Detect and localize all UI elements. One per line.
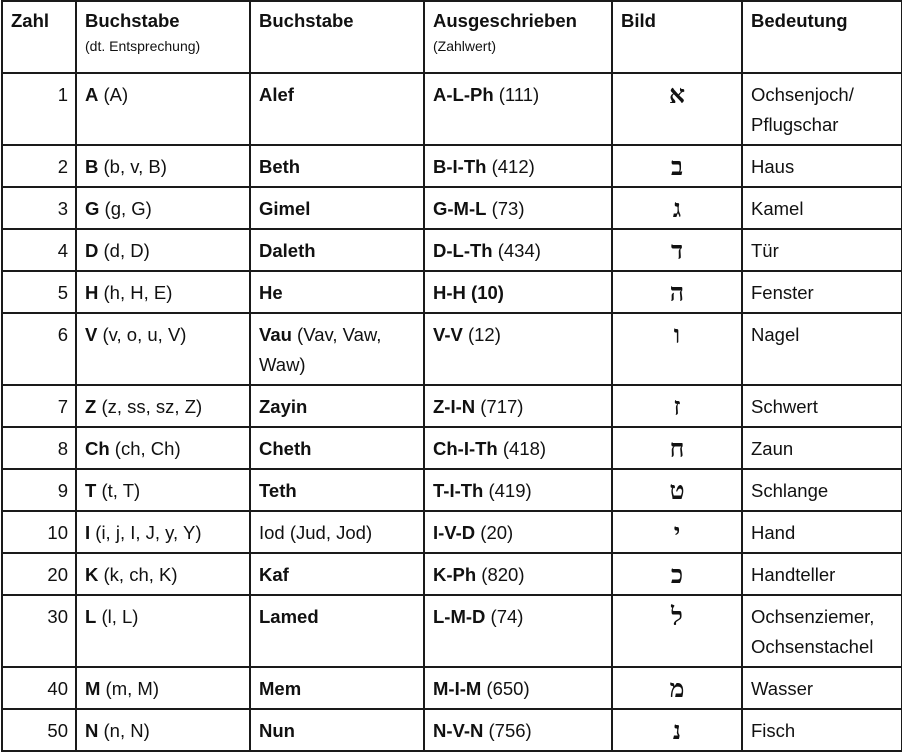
zahl-value: 1 <box>57 84 68 105</box>
hebrew-glyph: ל <box>671 602 683 631</box>
letter-latin: L <box>85 606 97 627</box>
zahl-value: 50 <box>47 720 68 741</box>
cell-ausgeschrieben <box>424 427 612 469</box>
cell-buchstabe-equiv <box>76 709 250 751</box>
cell-bild <box>612 271 742 313</box>
table-row <box>2 385 902 427</box>
cell-buchstabe-equiv <box>76 469 250 511</box>
letter-name: Daleth <box>259 240 316 261</box>
cell-buchstabe-name <box>250 73 424 145</box>
letter-equivalents: (m, M) <box>100 678 159 699</box>
hebrew-glyph: ג <box>672 194 682 223</box>
cell-ausgeschrieben <box>424 469 612 511</box>
header-title: Zahl <box>11 10 50 31</box>
cell-bild <box>612 427 742 469</box>
cell-zahl <box>2 595 76 667</box>
cell-bedeutung <box>742 427 902 469</box>
cell-bild <box>612 469 742 511</box>
letter-name: Iod (Jud, Jod) <box>259 522 373 543</box>
zahl-value: 3 <box>57 198 68 219</box>
cell-buchstabe-equiv <box>76 427 250 469</box>
table-row <box>2 313 902 385</box>
numeric-value: (111) <box>493 84 540 105</box>
letter-latin: A <box>85 84 99 105</box>
header-title: Bild <box>621 10 656 31</box>
hebrew-glyph: ה <box>669 278 685 307</box>
meaning-text: Kamel <box>751 198 804 219</box>
spelled-out: I-V-D <box>433 522 476 543</box>
cell-buchstabe-equiv <box>76 553 250 595</box>
letter-name: Teth <box>259 480 297 501</box>
table-row <box>2 667 902 709</box>
zahl-value: 10 <box>47 522 68 543</box>
cell-buchstabe-equiv <box>76 187 250 229</box>
letter-latin: D <box>85 240 99 261</box>
table-row <box>2 73 902 145</box>
letter-latin: M <box>85 678 101 699</box>
cell-zahl <box>2 73 76 145</box>
letter-latin: G <box>85 198 100 219</box>
hebrew-glyph: נ <box>672 716 682 745</box>
cell-bedeutung <box>742 709 902 751</box>
numeric-value: (820) <box>476 564 525 585</box>
cell-bild <box>612 313 742 385</box>
numeric-value: (434) <box>492 240 541 261</box>
cell-bild <box>612 145 742 187</box>
spelled-out: A-L-Ph <box>433 84 494 105</box>
letter-equivalents: (v, o, u, V) <box>97 324 187 345</box>
cell-buchstabe-name <box>250 385 424 427</box>
cell-bedeutung <box>742 385 902 427</box>
zahl-value: 6 <box>57 324 68 345</box>
header-bild <box>612 1 742 73</box>
letter-equivalents: (A) <box>98 84 129 105</box>
cell-buchstabe-name <box>250 313 424 385</box>
header-title: Ausgeschrieben <box>433 10 577 31</box>
letter-equivalents: (ch, Ch) <box>109 438 181 459</box>
zahl-value: 4 <box>57 240 68 261</box>
meaning-text: Schwert <box>751 396 818 417</box>
table-row <box>2 187 902 229</box>
header-ausgeschrieben <box>424 1 612 73</box>
letter-latin: T <box>85 480 97 501</box>
header-zahl <box>2 1 76 73</box>
meaning-text: Fisch <box>751 720 796 741</box>
spelled-out: V-V <box>433 324 463 345</box>
letter-equivalents: (n, N) <box>98 720 150 741</box>
spelled-out: Ch-I-Th <box>433 438 498 459</box>
hebrew-glyph: מ <box>669 674 685 703</box>
cell-ausgeschrieben <box>424 595 612 667</box>
cell-ausgeschrieben <box>424 553 612 595</box>
cell-ausgeschrieben <box>424 271 612 313</box>
cell-buchstabe-equiv <box>76 313 250 385</box>
table-body <box>2 73 902 751</box>
meaning-text: Wasser <box>751 678 814 699</box>
numeric-value: (12) <box>462 324 501 345</box>
cell-bild <box>612 187 742 229</box>
letter-equivalents: (k, ch, K) <box>98 564 178 585</box>
hebrew-glyph: ט <box>669 476 685 505</box>
table-row <box>2 511 902 553</box>
alphabet-table <box>1 0 902 752</box>
cell-buchstabe-name <box>250 511 424 553</box>
letter-latin: H <box>85 282 99 303</box>
cell-buchstabe-name <box>250 145 424 187</box>
header-buchstabe-name <box>250 1 424 73</box>
cell-bedeutung <box>742 73 902 145</box>
cell-bild <box>612 73 742 145</box>
header-title: Buchstabe <box>259 10 354 31</box>
cell-buchstabe-equiv <box>76 271 250 313</box>
spelled-out: M-I-M <box>433 678 482 699</box>
table-row <box>2 229 902 271</box>
table-row <box>2 553 902 595</box>
letter-name: Kaf <box>259 564 289 585</box>
letter-latin: V <box>85 324 98 345</box>
zahl-value: 7 <box>57 396 68 417</box>
header-subtitle: (Zahlwert) <box>433 38 497 54</box>
cell-buchstabe-name <box>250 595 424 667</box>
numeric-value: (74) <box>485 606 524 627</box>
table-row <box>2 427 902 469</box>
zahl-value: 30 <box>47 606 68 627</box>
meaning-text: Haus <box>751 156 795 177</box>
letter-name: Mem <box>259 678 302 699</box>
table-row <box>2 469 902 511</box>
letter-equivalents: (t, T) <box>96 480 141 501</box>
meaning-text: Fenster <box>751 282 814 303</box>
hebrew-glyph: א <box>668 80 686 109</box>
hebrew-glyph: ב <box>670 152 684 181</box>
table-row <box>2 595 902 667</box>
meaning-text: Zaun <box>751 438 794 459</box>
numeric-value: (419) <box>483 480 532 501</box>
spelled-out: T-I-Th <box>433 480 484 501</box>
letter-name: Alef <box>259 84 294 105</box>
zahl-value: 8 <box>57 438 68 459</box>
numeric-value: (650) <box>481 678 530 699</box>
letter-name: Vau <box>259 324 292 345</box>
cell-zahl <box>2 187 76 229</box>
table-row <box>2 709 902 751</box>
cell-bild <box>612 229 742 271</box>
meaning-text: Schlange <box>751 480 829 501</box>
cell-zahl <box>2 667 76 709</box>
numeric-value: (412) <box>486 156 535 177</box>
spelled-out: G-M-L <box>433 198 487 219</box>
numeric-value: (10) <box>465 282 504 303</box>
cell-ausgeschrieben <box>424 385 612 427</box>
spelled-out: B-I-Th <box>433 156 487 177</box>
cell-zahl <box>2 229 76 271</box>
hebrew-glyph: ח <box>669 434 685 463</box>
zahl-value: 2 <box>57 156 68 177</box>
zahl-value: 9 <box>57 480 68 501</box>
cell-bedeutung <box>742 595 902 667</box>
cell-bedeutung <box>742 511 902 553</box>
cell-ausgeschrieben <box>424 229 612 271</box>
meaning-text: Handteller <box>751 564 836 585</box>
cell-ausgeschrieben <box>424 709 612 751</box>
spelled-out: L-M-D <box>433 606 486 627</box>
spelled-out: N-V-N <box>433 720 484 741</box>
cell-bedeutung <box>742 469 902 511</box>
cell-bedeutung <box>742 553 902 595</box>
cell-bedeutung <box>742 667 902 709</box>
cell-zahl <box>2 709 76 751</box>
cell-buchstabe-equiv <box>76 595 250 667</box>
hebrew-glyph: כ <box>670 560 684 589</box>
hebrew-glyph: ז <box>673 392 681 421</box>
hebrew-glyph: ו <box>673 320 681 349</box>
cell-buchstabe-name <box>250 553 424 595</box>
cell-buchstabe-name <box>250 709 424 751</box>
cell-buchstabe-equiv <box>76 145 250 187</box>
cell-bild <box>612 511 742 553</box>
cell-zahl <box>2 553 76 595</box>
header-title: Bedeutung <box>751 10 848 31</box>
cell-bild <box>612 709 742 751</box>
cell-bedeutung <box>742 271 902 313</box>
cell-ausgeschrieben <box>424 511 612 553</box>
table-row <box>2 271 902 313</box>
numeric-value: (20) <box>475 522 514 543</box>
cell-zahl <box>2 427 76 469</box>
numeric-value: (73) <box>486 198 525 219</box>
letter-latin: N <box>85 720 99 741</box>
letter-name: Zayin <box>259 396 308 417</box>
spelled-out: Z-I-N <box>433 396 476 417</box>
cell-bedeutung <box>742 187 902 229</box>
letter-name: Nun <box>259 720 295 741</box>
cell-buchstabe-equiv <box>76 229 250 271</box>
hebrew-glyph: י <box>673 518 681 547</box>
letter-equivalents: (z, ss, sz, Z) <box>96 396 203 417</box>
meaning-text: Ochsenjoch/ Pflugschar <box>751 84 854 135</box>
cell-ausgeschrieben <box>424 73 612 145</box>
hebrew-glyph: ד <box>670 236 684 265</box>
cell-buchstabe-name <box>250 427 424 469</box>
cell-bedeutung <box>742 145 902 187</box>
cell-bedeutung <box>742 313 902 385</box>
letter-name: Beth <box>259 156 301 177</box>
numeric-value: (418) <box>497 438 547 459</box>
numeric-value: (756) <box>483 720 532 741</box>
zahl-value: 20 <box>47 564 68 585</box>
header-subtitle: (dt. Entsprechung) <box>85 38 201 54</box>
cell-ausgeschrieben <box>424 667 612 709</box>
header-row <box>2 1 902 73</box>
cell-zahl <box>2 511 76 553</box>
letter-name-variants: (Vav, Vaw, Waw) <box>259 324 382 375</box>
letter-equivalents: (b, v, B) <box>98 156 167 177</box>
cell-buchstabe-name <box>250 229 424 271</box>
spelled-out: K-Ph <box>433 564 477 585</box>
letter-name: Cheth <box>259 438 312 459</box>
zahl-value: 40 <box>47 678 68 699</box>
cell-zahl <box>2 469 76 511</box>
cell-buchstabe-name <box>250 187 424 229</box>
letter-latin: K <box>85 564 99 585</box>
table-row <box>2 145 902 187</box>
meaning-text: Tür <box>751 240 779 261</box>
cell-buchstabe-name <box>250 271 424 313</box>
cell-buchstabe-equiv <box>76 385 250 427</box>
cell-bild <box>612 553 742 595</box>
meaning-text: Hand <box>751 522 796 543</box>
spelled-out: D-L-Th <box>433 240 493 261</box>
cell-zahl <box>2 385 76 427</box>
cell-zahl <box>2 145 76 187</box>
letter-equivalents: (h, H, E) <box>98 282 173 303</box>
spelled-out: H-H <box>433 282 466 303</box>
numeric-value: (717) <box>475 396 524 417</box>
letter-latin: B <box>85 156 99 177</box>
cell-buchstabe-equiv <box>76 73 250 145</box>
cell-buchstabe-name <box>250 469 424 511</box>
cell-buchstabe-equiv <box>76 511 250 553</box>
letter-equivalents: (l, L) <box>96 606 139 627</box>
letter-latin: I <box>85 522 91 543</box>
letter-equivalents: (g, G) <box>99 198 152 219</box>
cell-bild <box>612 667 742 709</box>
letter-latin: Ch <box>85 438 110 459</box>
meaning-text: Ochsenziemer, Ochsenstachel <box>751 606 875 657</box>
cell-ausgeschrieben <box>424 187 612 229</box>
zahl-value: 5 <box>57 282 68 303</box>
letter-name: He <box>259 282 283 303</box>
cell-bild <box>612 385 742 427</box>
header-bedeutung <box>742 1 902 73</box>
cell-bild <box>612 595 742 667</box>
cell-bedeutung <box>742 229 902 271</box>
cell-zahl <box>2 313 76 385</box>
letter-equivalents: (i, j, I, J, y, Y) <box>90 522 202 543</box>
cell-buchstabe-name <box>250 667 424 709</box>
letter-name: Gimel <box>259 198 311 219</box>
header-buchstabe-equiv <box>76 1 250 73</box>
cell-ausgeschrieben <box>424 313 612 385</box>
letter-name: Lamed <box>259 606 319 627</box>
letter-equivalents: (d, D) <box>98 240 150 261</box>
meaning-text: Nagel <box>751 324 800 345</box>
letter-latin: Z <box>85 396 97 417</box>
cell-zahl <box>2 271 76 313</box>
header-title: Buchstabe <box>85 10 180 31</box>
cell-ausgeschrieben <box>424 145 612 187</box>
cell-buchstabe-equiv <box>76 667 250 709</box>
